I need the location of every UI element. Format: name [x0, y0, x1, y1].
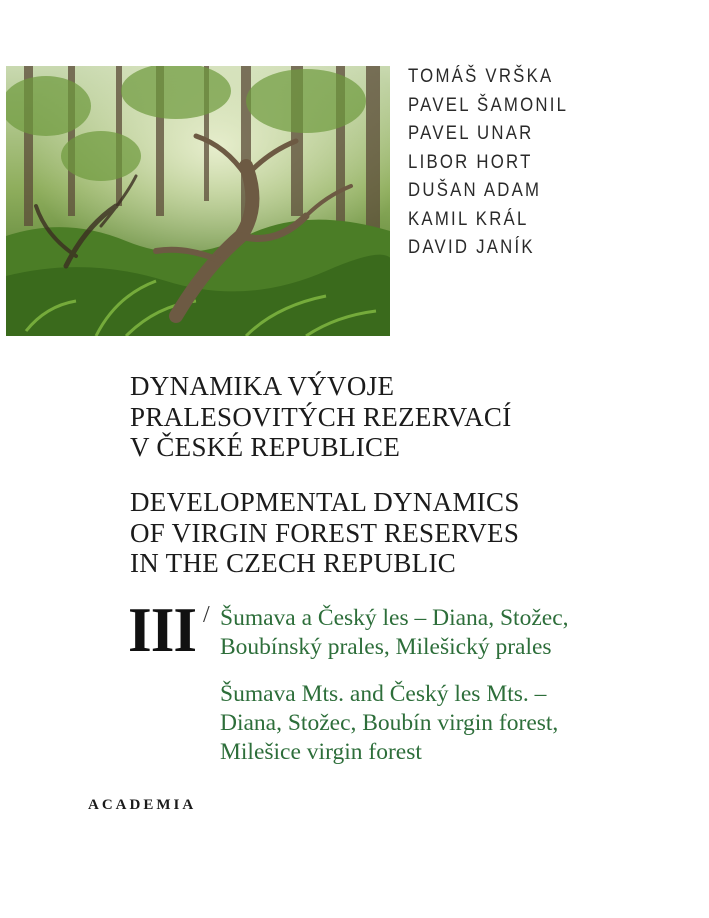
- title-czech-line: V ČESKÉ REPUBLICE: [130, 432, 401, 462]
- subtitle-english-line: Diana, Stožec, Boubín virgin forest,: [220, 710, 559, 736]
- title-english-line: DEVELOPMENTAL DYNAMICS: [130, 487, 520, 517]
- author-name: PAVEL UNAR: [408, 122, 534, 144]
- subtitle-english-line: Šumava Mts. and Český les Mts. –: [220, 681, 547, 707]
- title-czech: [130, 371, 512, 463]
- author-list: [408, 62, 568, 262]
- subtitle-czech-line: Boubínský prales, Milešický prales: [220, 634, 552, 660]
- author-name: DUŠAN ADAM: [408, 179, 542, 201]
- title-czech-line: DYNAMIKA VÝVOJE: [130, 371, 395, 401]
- title-czech-line: PRALESOVITÝCH REZERVACÍ: [130, 401, 512, 432]
- cover-photo-forest: [6, 66, 390, 336]
- title-english-line: IN THE CZECH REPUBLIC: [130, 548, 457, 578]
- author-name: LIBOR HORT: [408, 150, 533, 173]
- author-name: DAVID JANÍK: [408, 236, 535, 258]
- volume-number: III: [128, 594, 197, 665]
- subtitle-english-line: Milešice virgin forest: [220, 739, 422, 765]
- author-name: KAMIL KRÁL: [408, 207, 529, 230]
- title-english: [130, 487, 520, 579]
- subtitle-english: [220, 680, 558, 767]
- author-name: PAVEL ŠAMONIL: [408, 93, 569, 116]
- subtitle-czech-line: Šumava a Český les – Diana, Stožec,: [220, 605, 569, 631]
- subtitle-czech: [220, 604, 569, 662]
- publisher-name: ACADEMIA: [88, 797, 197, 813]
- author-name: TOMÁŠ VRŠKA: [408, 65, 554, 87]
- title-english-line: OF VIRGIN FOREST RESERVES: [130, 517, 520, 548]
- volume-slash: /: [203, 602, 210, 628]
